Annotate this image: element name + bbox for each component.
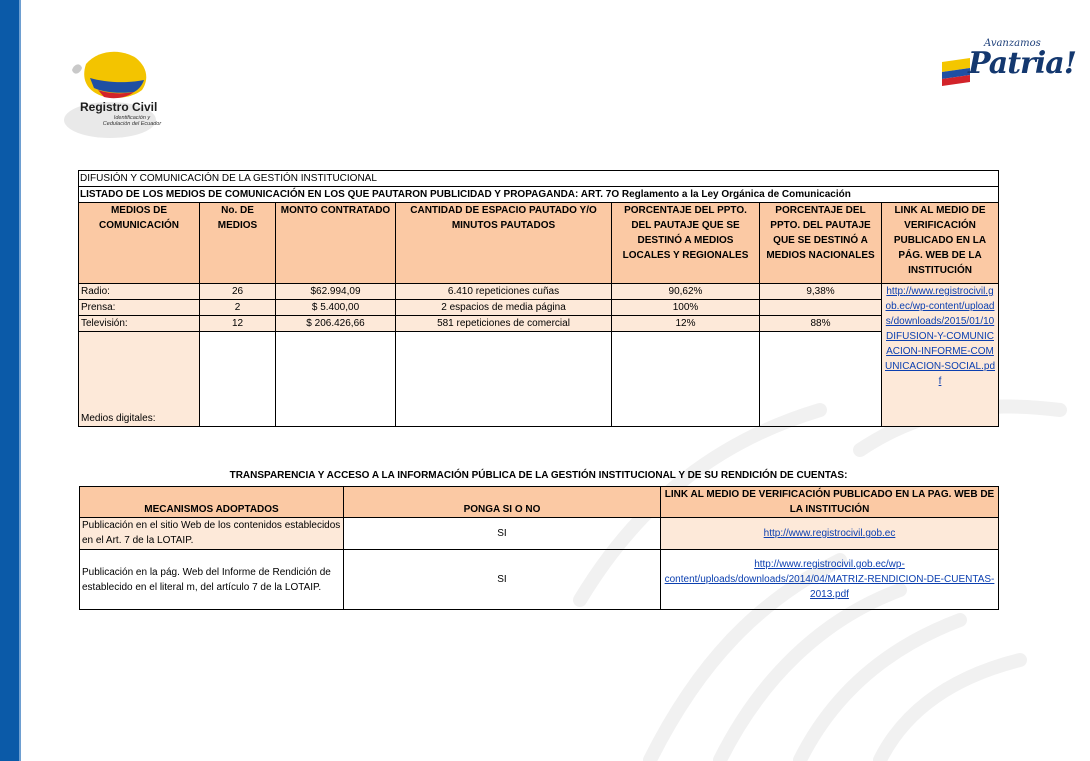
cantidad-cell: 2 espacios de media página	[396, 300, 612, 316]
table1-header-nacionales: PORCENTAJE DEL PPTO. DEL PAUTAJE QUE SE DESTINÓ A MEDIOS NACIONALES	[760, 203, 882, 284]
table-row	[80, 518, 999, 550]
medio-label: Medios digitales:	[79, 332, 200, 427]
patria-small-text: Avanzamos	[984, 38, 1041, 49]
medio-label: Radio:	[79, 284, 200, 300]
cantidad-cell: 581 repeticiones de comercial	[396, 316, 612, 332]
table2-header-si-no: PONGA SI O NO	[344, 487, 661, 518]
table-row	[80, 550, 999, 610]
monto-cell: $ 206.426,66	[276, 316, 396, 332]
left-accent-bar	[0, 0, 19, 761]
medio-label: Prensa:	[79, 300, 200, 316]
transparencia-table	[79, 486, 999, 610]
nacionales-cell	[760, 332, 882, 427]
respuesta-cell: SI	[344, 550, 661, 610]
registro-civil-logo	[58, 42, 168, 142]
table-row	[79, 300, 999, 316]
table1-title: DIFUSIÓN Y COMUNICACIÓN DE LA GESTIÓN INSTITUCIONAL	[79, 171, 999, 187]
locales-cell: 12%	[612, 316, 760, 332]
numero-cell: 12	[200, 316, 276, 332]
numero-cell	[200, 332, 276, 427]
table1-header-medios: MEDIOS DE COMUNICACIÓN	[79, 203, 200, 284]
locales-cell	[612, 332, 760, 427]
table1-header-locales: PORCENTAJE DEL PPTO. DEL PAUTAJE QUE SE DESTINÓ A MEDIOS LOCALES Y REGIONALES	[612, 203, 760, 284]
table-row	[79, 284, 999, 300]
table1-subtitle: LISTADO DE LOS MEDIOS DE COMUNICACIÓN EN LOS QUE PAUTARON PUBLICIDAD Y PROPAGANDA: ART. 7O Reglamento a la Ley Orgánica de Comunicación	[79, 187, 999, 203]
monto-cell: $ 5.400,00	[276, 300, 396, 316]
locales-cell: 100%	[612, 300, 760, 316]
cantidad-cell: 6.410 repeticiones cuñas	[396, 284, 612, 300]
nacionales-cell: 9,38%	[760, 284, 882, 300]
left-accent-bar-edge	[19, 0, 21, 761]
table2-title: TRANSPARENCIA Y ACCESO A LA INFORMACIÓN PÚBLICA DE LA GESTIÓN INSTITUCIONAL Y DE SU RENDICIÓN DE CUENTAS:	[229, 470, 848, 481]
monto-cell: $62.994,09	[276, 284, 396, 300]
verification-link[interactable]: http://www.registrocivil.gob.ec/wp-content/uploads/downloads/2014/04/MATRIZ-RENDICION-DE-CUENTAS-2013.pdf	[661, 550, 999, 610]
numero-cell: 26	[200, 284, 276, 300]
table1-header-link: LINK AL MEDIO DE VERIFICACIÓN PUBLICADO EN LA PÁG. WEB DE LA INSTITUCIÓN	[882, 203, 999, 284]
cantidad-cell	[396, 332, 612, 427]
registro-civil-title: Registro Civil	[80, 100, 158, 114]
mecanismo-cell: Publicación en el sitio Web de los contenidos establecidos en el Art. 7 de la LOTAIP.	[80, 518, 344, 550]
patria-logo	[938, 36, 1076, 92]
table1-header-numero: No. DE MEDIOS	[200, 203, 276, 284]
numero-cell: 2	[200, 300, 276, 316]
table-row	[79, 332, 999, 427]
nacionales-cell	[760, 300, 882, 316]
table2-header-link: LINK AL MEDIO DE VERIFICACIÓN PUBLICADO EN LA PAG. WEB DE LA INSTITUCIÓN	[661, 487, 999, 518]
verification-link[interactable]: http://www.registrocivil.gob.ec	[661, 518, 999, 550]
medio-label: Televisión:	[79, 316, 200, 332]
medios-comunicacion-table	[78, 170, 999, 427]
nacionales-cell: 88%	[760, 316, 882, 332]
monto-cell	[276, 332, 396, 427]
ecuador-map-icon	[58, 42, 168, 142]
table-row	[79, 316, 999, 332]
table2-header-mecanismos: MECANISMOS ADOPTADOS	[80, 487, 344, 518]
table1-header-cantidad: CANTIDAD DE ESPACIO PAUTADO Y/O MINUTOS PAUTADOS	[396, 203, 612, 284]
respuesta-cell: SI	[344, 518, 661, 550]
patria-big-text: Patria!	[968, 46, 1076, 81]
mecanismo-cell: Publicación en la pág. Web del Informe de Rendición de establecido en el literal m, del artículo 7 de la LOTAIP.	[80, 550, 344, 610]
registro-civil-subtitle: Identificación y Cedulación del Ecuador	[102, 115, 162, 127]
table1-header-monto: MONTO CONTRATADO	[276, 203, 396, 284]
verification-link[interactable]: http://www.registrocivil.gob.ec/wp-content/uploads/downloads/2015/01/10DIFUSION-Y-COMUNICACION-INFORME-COMUNICACION-SOCIAL.pdf	[882, 284, 999, 427]
locales-cell: 90,62%	[612, 284, 760, 300]
